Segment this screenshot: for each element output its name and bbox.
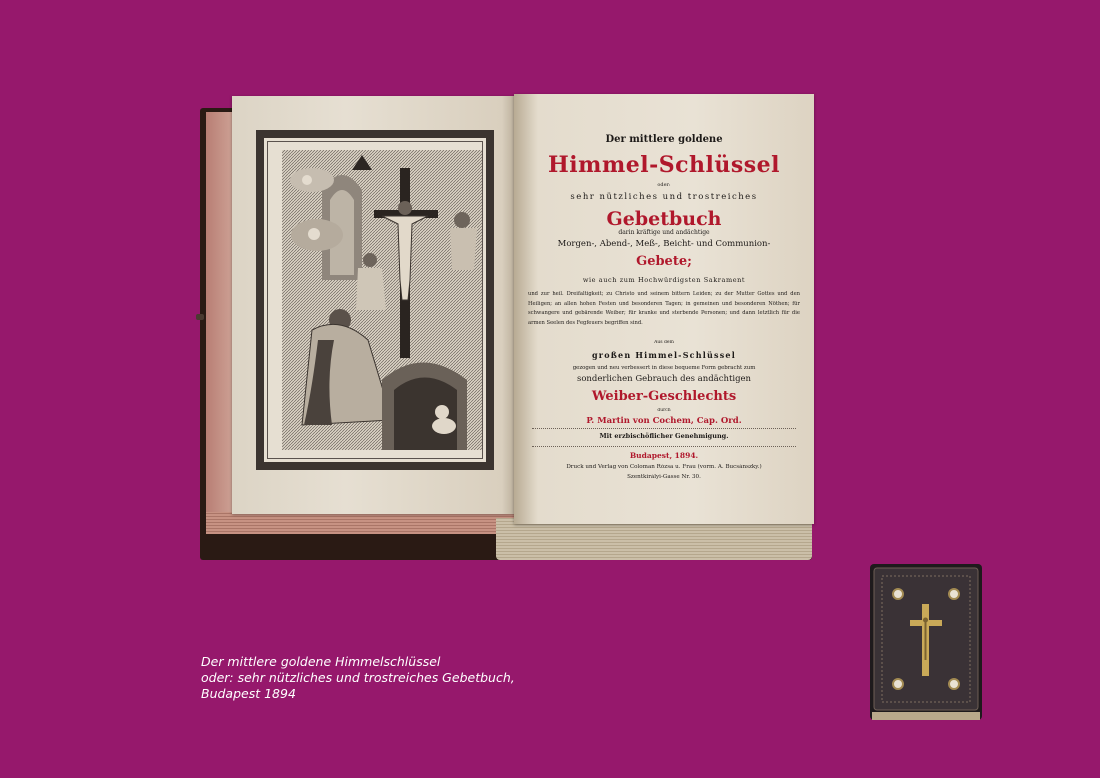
title-page-subtitle: sehr nützliches und trostreiches [570,192,758,202]
title-page-publisher: Druck und Verlag von Coloman Rózsa u. Frau (vorm. A. Bucsánszky.) [566,464,762,470]
title-page-author: P. Martin von Cochem, Cap. Ord. [586,416,742,426]
title-page-sonderlich: sonderlichen Gebrauch des andächtigen [576,374,752,384]
caption-line3: Budapest 1894 [201,686,296,701]
title-page-approval: Mit erzbischöflicher Genehmigung. [599,432,729,440]
title-page-sakrament: wie auch zum Hochwürdigsten Sakrament [582,276,746,284]
title-page-body: und zur heil. Dreifaltigkeit; zu Christo und seinem bittern Leiden; zu der Mutter Gottes und den Heiligen; an allen hohen Festen und besonderen Tagen; in gemeinen und besonderen Nöthen; für schwangere und gebärende Weiber; für kranke und sterbende Personen; und dann letztlich für die armen Seelen des Fegfeuers begriffen sind. [528,291,800,326]
title-page-gebetbuch: Gebetbuch [606,208,722,230]
title-page-title: Himmel-Schlüssel [548,152,780,178]
open-prayer-book [196,94,820,564]
title-page-durch: durch [657,408,671,413]
crucifixion-engraving [282,150,482,450]
title-page-prayers: Morgen-, Abend-, Meß-, Beicht- und Communion- [557,239,771,249]
title-page-place-year: Budapest, 1894. [629,451,699,460]
title-page-rule [532,428,796,429]
title-page-grossen: großen Himmel-Schlüssel [592,350,736,360]
caption-line1: Der mittlere goldene Himmelschlüssel [201,654,441,669]
caption-line2: oder: sehr nützliches und trostreiches Gebetbuch, [201,670,515,685]
title-page-gezogen: gezogen und neu verbessert in diese bequeme Form gebracht zum [572,365,756,371]
title-page-darin: darin kräftige und andächtige [618,229,710,236]
title-page-address: Szentkirályi-Gasse Nr. 30. [627,474,701,480]
caption [201,654,621,702]
title-page-oder: oder: [657,182,671,188]
book-clasp [196,314,204,320]
title-page-aus-dem: Aus dem [654,340,674,345]
title-page-weiber: Weiber-Geschlechts [591,389,737,404]
title-page-rule [532,446,796,447]
title-page-gebete: Gebete; [636,254,692,269]
closed-book-with-crucifix [866,560,986,724]
left-page-stack [206,512,516,534]
title-page-line1: Der mittlere goldene [605,134,723,145]
right-page-stack [496,518,812,560]
